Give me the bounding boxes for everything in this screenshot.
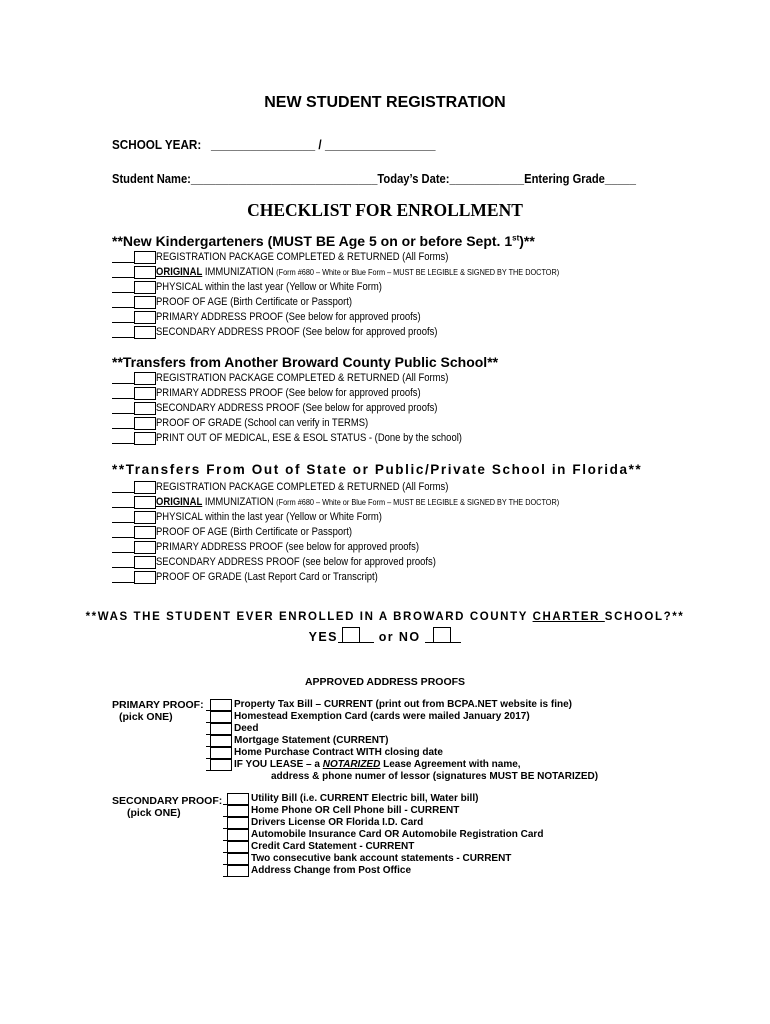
checklist-row: ORIGINAL IMMUNIZATION (Form #680 – White or Blue Form – MUST BE LEGIBLE & SIGNED BY THE DOCTOR) — [112, 495, 625, 510]
checkbox[interactable] — [134, 387, 156, 399]
checkbox[interactable] — [227, 793, 249, 805]
checkbox[interactable] — [210, 735, 232, 747]
school-year-label: SCHOOL YEAR: — [112, 137, 202, 152]
checkbox[interactable] — [134, 251, 156, 263]
secondary-proof-row: Home Phone OR Cell Phone bill - CURRENT — [223, 805, 459, 817]
student-info-line — [112, 171, 636, 186]
checklist-row: PROOF OF AGE (Birth Certificate or Passport) — [112, 525, 384, 540]
entering-grade-field[interactable]: _____ — [604, 171, 636, 186]
checkbox[interactable] — [210, 747, 232, 759]
checklist-row: REGISTRATION PACKAGE COMPLETED & RETURNED (All Forms) — [112, 480, 496, 495]
checklist-row: PHYSICAL within the last year (Yellow or White Form) — [112, 510, 419, 525]
checklist-row: PRIMARY ADDRESS PROOF (See below for approved proofs) — [112, 386, 464, 401]
checklist-row: SECONDARY ADDRESS PROOF (See below for approved proofs) — [112, 325, 483, 340]
checkbox[interactable] — [227, 805, 249, 817]
student-name-field[interactable]: ______________________________ — [190, 171, 378, 186]
checklist-row: ORIGINAL IMMUNIZATION (Form #680 – White or Blue Form – MUST BE LEGIBLE & SIGNED BY THE DOCTOR) — [112, 265, 625, 280]
secondary-proof-row: Address Change from Post Office — [223, 865, 411, 877]
checkbox[interactable] — [134, 526, 156, 538]
checkbox[interactable] — [134, 481, 156, 493]
checklist-row: SECONDARY ADDRESS PROOF (See below for approved proofs) — [112, 401, 483, 416]
yes-checkbox[interactable] — [342, 627, 360, 643]
lease-line-2: address & phone numer of lessor (signatures MUST BE NOTARIZED) — [271, 771, 599, 782]
checklist-row: PRINT OUT OF MEDICAL, ESE & ESOL STATUS - (Done by the school) — [112, 431, 512, 446]
charter-question: **WAS THE STUDENT EVER ENROLLED IN A BROWARD COUNTY CHARTER SCHOOL?** — [85, 611, 685, 623]
todays-date-field[interactable]: ____________ — [449, 171, 525, 186]
checkbox[interactable] — [134, 266, 156, 278]
school-year-separator: / — [318, 137, 322, 152]
todays-date-label: Today’s Date: — [377, 171, 450, 186]
checkbox[interactable] — [134, 556, 156, 568]
secondary-proof-row: Automobile Insurance Card OR Automobile Registration Card — [223, 829, 543, 841]
checkbox[interactable] — [134, 296, 156, 308]
primary-proof-row: Mortgage Statement (CURRENT) — [206, 735, 388, 747]
secondary-proof-row: Credit Card Statement - CURRENT — [223, 841, 414, 853]
section-heading-kindergarten: **New Kindergarteners (MUST BE Age 5 on or before Sept. 1st)** — [112, 233, 535, 249]
checkbox[interactable] — [134, 402, 156, 414]
primary-proof-row: IF YOU LEASE – a NOTARIZED Lease Agreement with name, — [206, 759, 521, 771]
or-no-label: or NO — [373, 630, 426, 644]
checkbox[interactable] — [134, 372, 156, 384]
checklist-row: PROOF OF AGE (Birth Certificate or Passport) — [112, 295, 384, 310]
checklist-row: PROOF OF GRADE (School can verify in TERMS) — [112, 416, 403, 431]
checkbox[interactable] — [227, 829, 249, 841]
checkbox[interactable] — [210, 711, 232, 723]
checkbox[interactable] — [134, 417, 156, 429]
checkbox[interactable] — [134, 571, 156, 583]
checkbox[interactable] — [134, 281, 156, 293]
checkbox[interactable] — [227, 841, 249, 853]
yes-label: YES — [308, 630, 338, 644]
section-heading-transfers-out-of-state: **Transfers From Out of State or Public/Private School in Florida** — [112, 462, 643, 477]
checkbox[interactable] — [210, 699, 232, 711]
checkbox[interactable] — [134, 541, 156, 553]
checkbox[interactable] — [210, 723, 232, 735]
primary-proof-row: Homestead Exemption Card (cards were mailed January 2017) — [206, 711, 530, 723]
checklist-title: CHECKLIST FOR ENROLLMENT — [247, 200, 523, 220]
checkbox[interactable] — [134, 326, 156, 338]
secondary-proof-label: SECONDARY PROOF: — [112, 795, 223, 807]
primary-proof-label: PRIMARY PROOF: — [112, 699, 204, 711]
checkbox[interactable] — [134, 511, 156, 523]
checklist-row: REGISTRATION PACKAGE COMPLETED & RETURNED (All Forms) — [112, 371, 496, 386]
checkbox[interactable] — [227, 853, 249, 865]
checklist-row: PROOF OF GRADE (Last Report Card or Transcript) — [112, 570, 414, 585]
checkbox[interactable] — [210, 759, 232, 771]
approved-address-proofs-title: APPROVED ADDRESS PROOFS — [304, 676, 466, 688]
secondary-proof-row: Drivers License OR Florida I.D. Card — [223, 817, 423, 829]
checkbox[interactable] — [227, 865, 249, 877]
secondary-proof-sub: (pick ONE) — [127, 807, 181, 819]
secondary-proof-row: Two consecutive bank account statements - CURRENT — [223, 853, 511, 865]
secondary-proof-row: Utility Bill (i.e. CURRENT Electric bill, Water bill) — [223, 793, 478, 805]
no-checkbox[interactable] — [433, 627, 451, 643]
checklist-row: SECONDARY ADDRESS PROOF (see below for approved proofs) — [112, 555, 481, 570]
entering-grade-label: Entering Grade — [524, 171, 605, 186]
school-year-blank-2[interactable]: _________________ — [324, 137, 436, 152]
checkbox[interactable] — [134, 496, 156, 508]
primary-proof-row: Deed — [206, 723, 258, 735]
primary-proof-sub: (pick ONE) — [119, 711, 173, 723]
primary-proof-row: Property Tax Bill – CURRENT (print out from BCPA.NET website is fine) — [206, 699, 572, 711]
checklist-row: PRIMARY ADDRESS PROOF (see below for approved proofs) — [112, 540, 462, 555]
checklist-row: PRIMARY ADDRESS PROOF (See below for approved proofs) — [112, 310, 464, 325]
checkbox[interactable] — [134, 432, 156, 444]
section-heading-transfers-broward: **Transfers from Another Broward County Public School** — [112, 354, 499, 370]
student-name-label: Student Name: — [112, 171, 191, 186]
school-year-line — [112, 137, 436, 152]
checklist-row: REGISTRATION PACKAGE COMPLETED & RETURNED (All Forms) — [112, 250, 496, 265]
school-year-blank-1[interactable]: ________________ — [211, 137, 316, 152]
checkbox[interactable] — [227, 817, 249, 829]
checklist-row: PHYSICAL within the last year (Yellow or White Form) — [112, 280, 419, 295]
charter-answer — [0, 627, 770, 644]
checkbox[interactable] — [134, 311, 156, 323]
primary-proof-row: Home Purchase Contract WITH closing date — [206, 747, 443, 759]
page-title: NEW STUDENT REGISTRATION — [264, 94, 506, 111]
